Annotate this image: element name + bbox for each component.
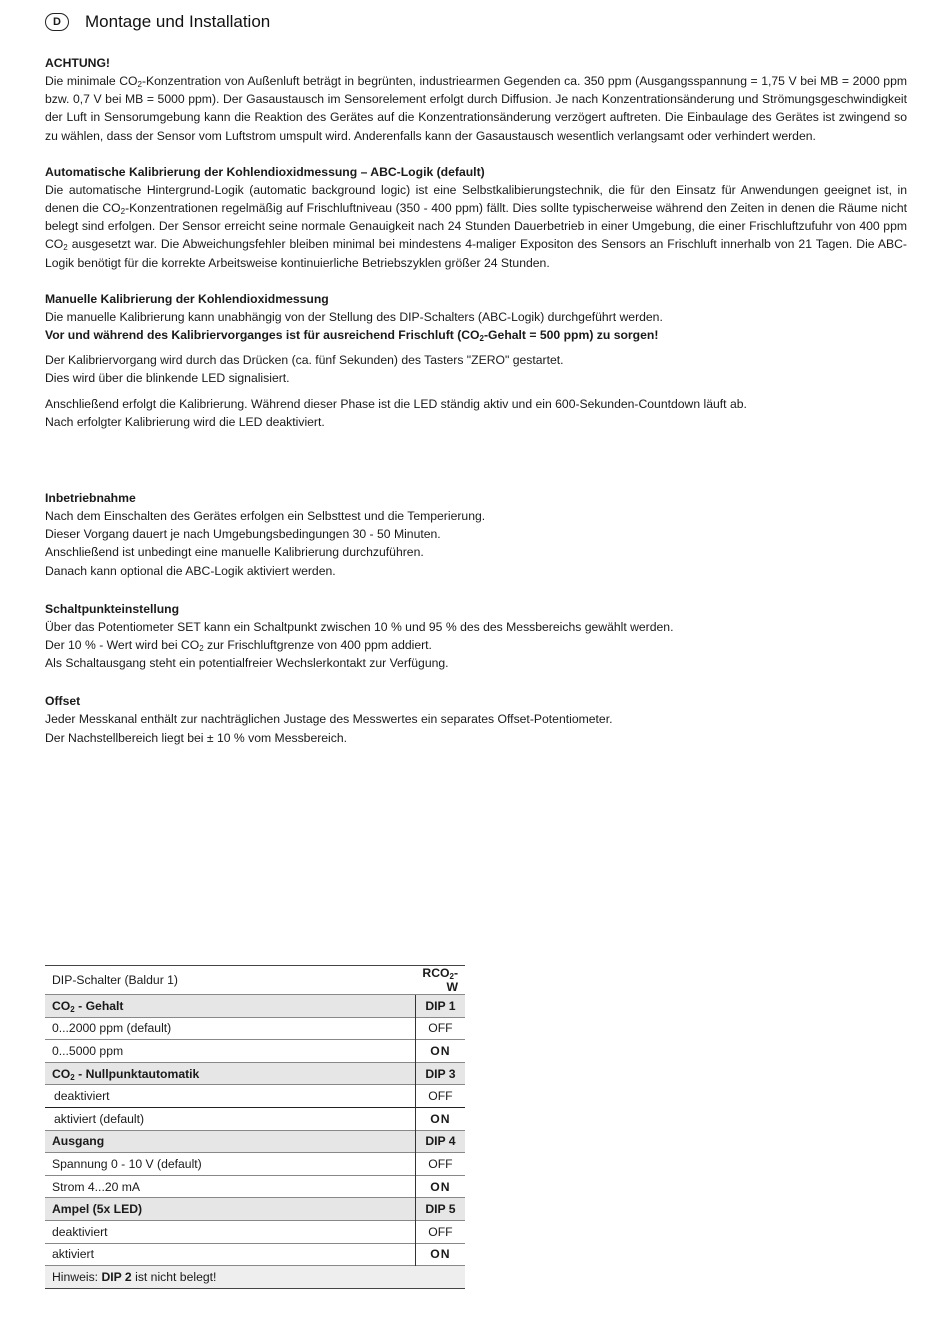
table-group-nullpunkt [45,1062,465,1085]
table-group-ausgang [45,1130,465,1153]
row-label: aktiviert (default) [45,1107,415,1130]
row-label: deaktiviert [45,1085,415,1108]
achtung-text: Die minimale $CO_2$-Konzentration von Außenluft beträgt in begrünten, industriearmen Gegenden ca. 350 ppm (Ausgangsspannung = 1,75 V bei MB = 2000 ppm bzw. 0,7 V bei MB = 5000 ppm). Der Gasaustausch im Sensorelement erfolgt durch Diffusion. Je nach Konzentrationsänderung und Strömungsgeschwindigkeit der Luft in Sensorumgebung kann die Reaktion des Gerätes auf die Konzentrationsänderung verzögert auftreten. Die Einbaulage des Gerätes ist zwingend so zu wählen, dass der Sensor vom Luftstrom umspult wird. Anderenfalls kann der Gasaustausch wesentlich verlangsamt oder verhindert werden. [45,74,908,143]
manual-line-5: Anschließend erfolgt die Kalibrierung. Während dieser Phase ist die LED ständig aktiv und ein 600-Sekunden-Countdown läuft ab. [45,396,747,411]
group-label: $CO_2$ - Gehalt [45,995,415,1018]
manual-line-1: Die manuelle Kalibrierung kann unabhängig von der Stellung des DIP-Schalters (ABC-Logik) durchgeführt werden. [45,309,663,324]
group-dip: DIP 1 [415,995,465,1018]
row-value: ON [415,1107,465,1130]
row-value: OFF [415,1153,465,1176]
offset-line-2: Der Nachstellbereich liegt bei ± 10 % vom Messbereich. [45,730,348,745]
offset-title: Offset [45,694,81,709]
row-value: ON [415,1175,465,1198]
schalt-section [45,600,907,673]
inbetrieb-section [45,489,907,580]
schalt-line-1: Über das Potentiometer SET kann ein Schaltpunkt zwischen 10 % und 95 % des des Messbereichs gewählt werden. [45,619,674,634]
table-group-ampel [45,1198,465,1221]
group-label: $CO_2$ - Nullpunktautomatik [45,1062,415,1085]
inbetrieb-line-2: Dieser Vorgang dauert je nach Umgebungsbedingungen 30 - 50 Minuten. [45,527,441,542]
page-title: Montage und Installation [85,12,271,31]
table-row [45,1017,465,1040]
row-label: Spannung 0 - 10 V (default) [45,1153,415,1176]
row-value: OFF [415,1085,465,1108]
dip-switch-table [45,965,465,1289]
table-group-co2 [45,995,465,1018]
table-row [45,1085,465,1108]
manual-line-3: Der Kalibriervorgang wird durch das Drücken (ca. fünf Sekunden) des Tasters "ZERO" gestartet. [45,353,564,368]
schalt-line-2: Der 10 % - Wert wird bei $CO_2$ zur Frischluftgrenze von 400 ppm addiert. [45,638,432,654]
group-label: Ausgang [45,1130,415,1153]
inbetrieb-line-4: Danach kann optional die ABC-Logik aktiviert werden. [45,563,336,578]
schalt-title: Schaltpunkteinstellung [45,601,180,616]
table-head-model: $RCO_2-$ W [415,966,465,995]
manual-section [45,290,907,431]
schalt-line-3: Als Schaltausgang steht ein potentialfreier Wechslerkontakt zur Verfügung. [45,656,449,671]
section-header [45,10,907,34]
abc-section [45,163,907,272]
table-row [45,1153,465,1176]
inbetrieb-line-1: Nach dem Einschalten des Gerätes erfolgen ein Selbsttest und die Temperierung. [45,509,486,524]
inbetrieb-line-3: Anschließend ist unbedingt eine manuelle Kalibrierung durchzuführen. [45,545,424,560]
row-value: OFF [415,1220,465,1243]
achtung-title: ACHTUNG! [45,56,110,70]
row-label: deaktiviert [45,1220,415,1243]
table-header-row [45,966,465,995]
table-row [45,1243,465,1266]
offset-section [45,692,907,746]
language-badge: D [45,13,69,31]
row-label: 0...5000 ppm [45,1040,415,1063]
table-row [45,1040,465,1063]
inbetrieb-title: Inbetriebnahme [45,491,136,506]
row-label: Strom 4...20 mA [45,1175,415,1198]
row-value: OFF [415,1017,465,1040]
group-dip: DIP 3 [415,1062,465,1085]
row-label: 0...2000 ppm (default) [45,1017,415,1040]
manual-line-4: Dies wird über die blinkende LED signalisiert. [45,371,290,386]
table-row [45,1107,465,1130]
row-value: ON [415,1040,465,1063]
achtung-section [45,54,907,145]
group-dip: DIP 5 [415,1198,465,1221]
offset-line-1: Jeder Messkanal enthält zur nachträglichen Justage des Messwertes ein separates Offset-Potentiometer. [45,712,613,727]
abc-text: Die automatische Hintergrund-Logik (automatic background logic) ist eine Selbstkalibierungstechnik, die für den Einsatz für Anwendungen geeignet ist, in denen die $CO_2$-Konzentrationen regelmäßig auf Frischluftniveau (350 - 400 ppm) fällt. Dies sollte typischerweise während den Zeiten in denen die Räume nicht belegt sind erfolgen. Der Sensor erreicht seine normale Genauigkeit nach 24 Stunden Dauerbetrieb in einer Umgebung, die einer Frischluftzufuhr von 400 ppm $CO_2$ ausgesetzt war. Die Abweichungsfehler bleiben minimal bei mindestens 4-maliger Expositon des Sensors an Frischluft innerhalb von 21 Tagen. Die ABC-Logik benötigt für die korrekte Arbeitsweise kontinuierliche Betriebszyklen größer 24 Stunden. [45,182,907,270]
table-head-label: DIP-Schalter (Baldur 1) [45,966,415,995]
abc-title: Automatische Kalibrierung der Kohlendioxidmessung – ABC-Logik (default) [45,164,485,179]
table-note: Hinweis: DIP 2 ist nicht belegt! [45,1266,465,1289]
table-row [45,1175,465,1198]
manual-line-2: Vor und während des Kalibriervorganges ist für ausreichend Frischluft ($CO_2$-Gehalt = 500 ppm) zu sorgen! [45,328,659,344]
group-dip: DIP 4 [415,1130,465,1153]
table-row [45,1220,465,1243]
group-label: Ampel (5x LED) [45,1198,415,1221]
manual-line-6: Nach erfolgter Kalibrierung wird die LED deaktiviert. [45,414,325,429]
row-value: ON [415,1243,465,1266]
manual-title: Manuelle Kalibrierung der Kohlendioxidmessung [45,291,329,306]
page-content [45,10,907,747]
row-label: aktiviert [45,1243,415,1266]
table-note-row [45,1266,465,1289]
